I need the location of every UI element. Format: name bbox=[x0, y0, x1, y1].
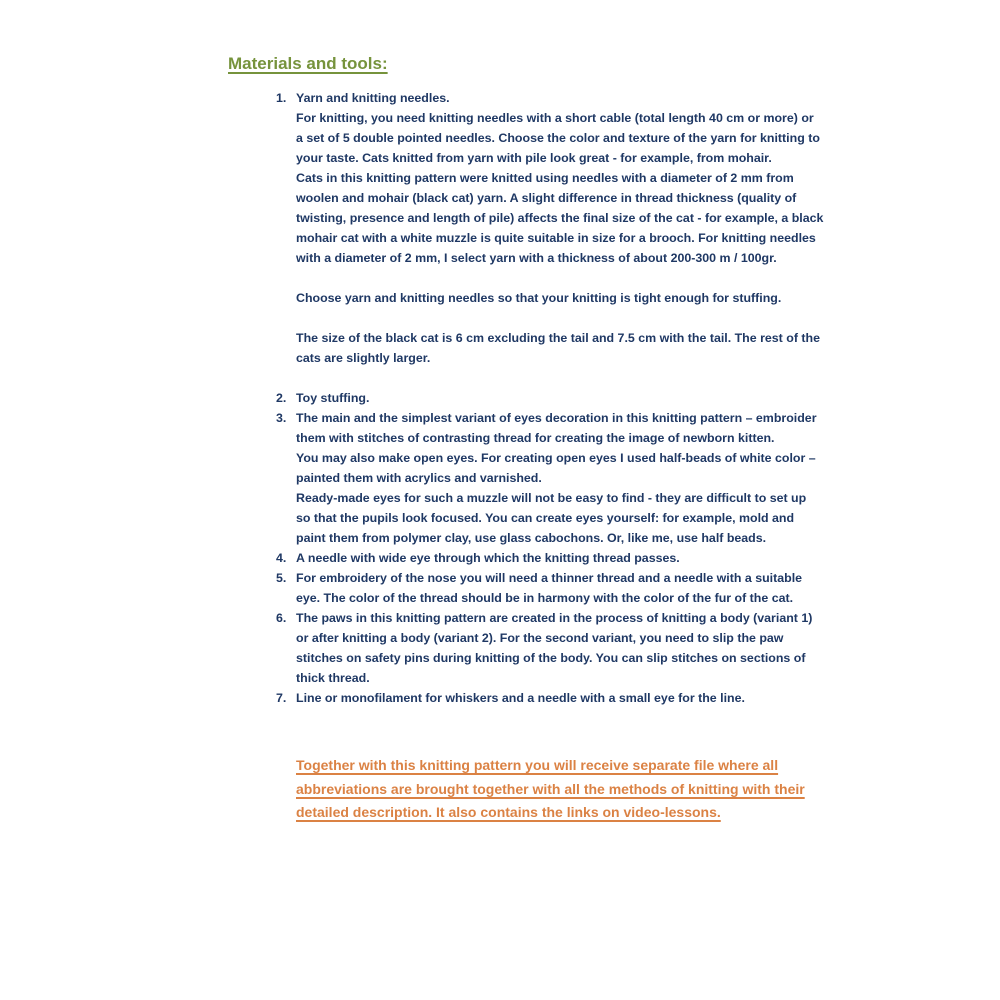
paragraph: The size of the black cat is 6 cm excluding the tail and 7.5 cm with the tail. The rest of the cats are slightly larger. bbox=[296, 331, 820, 365]
paragraph: Line or monofilament for whiskers and a needle with a small eye for the line. bbox=[296, 691, 745, 705]
paragraph: Toy stuffing. bbox=[296, 391, 370, 405]
list-item bbox=[276, 388, 1000, 408]
list-item bbox=[276, 608, 1000, 688]
paragraph: The main and the simplest variant of eyes decoration in this knitting pattern – embroider them with stitches of contrasting thread for creating the image of newborn kitten. bbox=[296, 411, 817, 445]
item-number: 6. bbox=[276, 611, 287, 625]
paragraph: For embroidery of the nose you will need a thinner thread and a needle with a suitable eye. The color of the thread should be in harmony with the color of the fur of the cat. bbox=[296, 571, 803, 605]
paragraph: You may also make open eyes. For creating open eyes I used half-beads of white color – painted them with acrylics and varnished. bbox=[296, 451, 816, 485]
item-content bbox=[296, 608, 824, 688]
item-content bbox=[296, 388, 824, 408]
item-number: 4. bbox=[276, 551, 287, 565]
materials-list bbox=[276, 88, 1000, 708]
item-number: 2. bbox=[276, 391, 287, 405]
item-content bbox=[296, 688, 824, 708]
list-item bbox=[276, 408, 1000, 548]
list-item bbox=[276, 548, 1000, 568]
paragraph: Cats in this knitting pattern were knitted using needles with a diameter of 2 mm from woolen and mohair (black cat) yarn. A slight difference in thread thickness (quality of twisting, presence and length of pile) affects the final size of the cat - for example, a black mohair cat with a white muzzle is quite suitable in size for a brooch. For knitting needles with a diameter of 2 mm, I select yarn with a thickness of about 200-300 m / 100gr. bbox=[296, 171, 824, 265]
item-content bbox=[296, 88, 824, 368]
paragraph: Yarn and knitting needles. bbox=[296, 91, 450, 105]
paragraph: The paws in this knitting pattern are created in the process of knitting a body (variant 1) or after knitting a body (variant 2). For the second variant, you need to slip the paw stitches on safety pins during knitting of the body. You can slip stitches on sections of thick thread. bbox=[296, 611, 813, 685]
list-item bbox=[276, 568, 1000, 608]
paragraph: A needle with wide eye through which the knitting thread passes. bbox=[296, 551, 680, 565]
item-number: 1. bbox=[276, 91, 287, 105]
paragraph-spacer bbox=[296, 268, 824, 288]
item-content bbox=[296, 548, 824, 568]
item-number: 7. bbox=[276, 691, 287, 705]
item-content bbox=[296, 568, 824, 608]
paragraph: Ready-made eyes for such a muzzle will not be easy to find - they are difficult to set up so that the pupils look focused. You can create eyes yourself: for example, mold and paint them from polymer clay, use glass cabochons. Or, like me, use half beads. bbox=[296, 491, 807, 545]
section-heading: Materials and tools: bbox=[228, 54, 388, 73]
paragraph: Choose yarn and knitting needles so that your knitting is tight enough for stuffing. bbox=[296, 291, 782, 305]
list-item bbox=[276, 688, 1000, 708]
bonus-file-note: Together with this knitting pattern you will receive separate file where all abbreviations are brought together with all the methods of knitting with their detailed description. It also contains the links on video-lessons. bbox=[296, 757, 805, 820]
item-content bbox=[296, 408, 824, 548]
paragraph-spacer bbox=[296, 308, 824, 328]
item-number: 5. bbox=[276, 571, 287, 585]
item-number: 3. bbox=[276, 411, 287, 425]
list-item bbox=[276, 88, 1000, 368]
paragraph: For knitting, you need knitting needles with a short cable (total length 40 cm or more) or a set of 5 double pointed needles. Choose the color and texture of the yarn for knitting to your taste. Cats knitted from yarn with pile look great - for example, from mohair. bbox=[296, 111, 820, 165]
